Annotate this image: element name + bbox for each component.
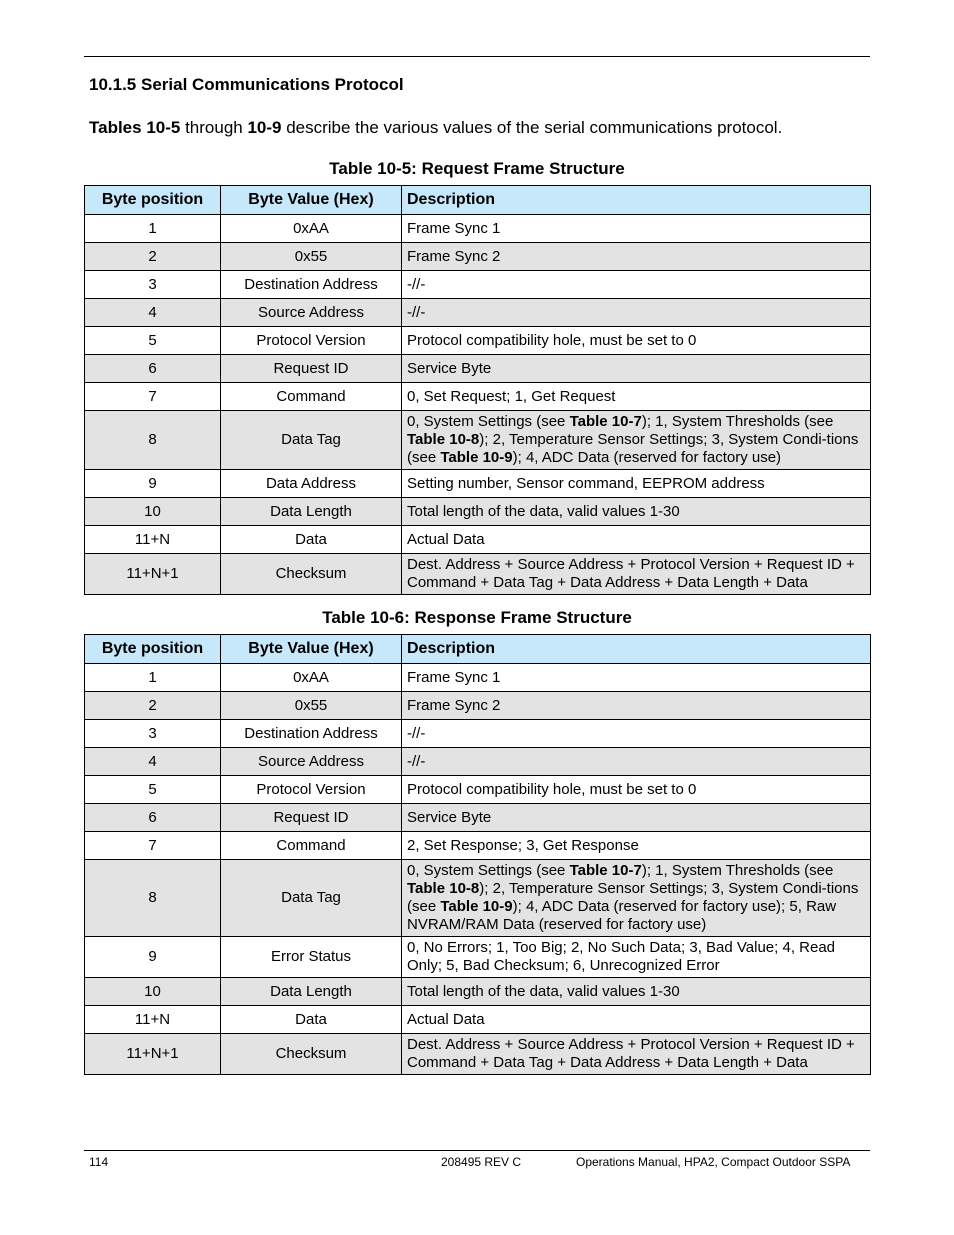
desc-text: ); 1, System Thresholds (see bbox=[641, 862, 834, 879]
cell-byte-value: Command bbox=[221, 383, 402, 411]
desc-text: ); 2, Temperature Sensor Settings; 3, System Condi-tions (see bbox=[407, 431, 859, 466]
cell-byte-value: Protocol Version bbox=[221, 327, 402, 355]
cell-byte-value: Data Tag bbox=[221, 860, 402, 937]
intro-ref-tables-10-5: Tables 10-5 bbox=[89, 118, 181, 137]
table-row bbox=[85, 327, 871, 355]
desc-text: ); 2, Temperature Sensor Settings; 3, System Condi-tions (see bbox=[407, 880, 859, 915]
cell-description bbox=[402, 860, 871, 937]
cell-byte-position: 7 bbox=[85, 383, 221, 411]
cell-byte-position: 7 bbox=[85, 832, 221, 860]
cell-byte-position: 11+N bbox=[85, 526, 221, 554]
desc-text: ); 4, ADC Data (reserved for factory use); 5, Raw NVRAM/RAM Data (reserved for factory use) bbox=[407, 898, 837, 933]
cell-byte-value: Data Tag bbox=[221, 411, 402, 470]
cell-description: Frame Sync 1 bbox=[402, 215, 871, 243]
cell-description: Service Byte bbox=[402, 804, 871, 832]
cell-description: Protocol compatibility hole, must be set to 0 bbox=[402, 327, 871, 355]
cell-byte-position: 2 bbox=[85, 243, 221, 271]
table-row bbox=[85, 411, 871, 470]
table-row bbox=[85, 978, 871, 1006]
cell-description: Dest. Address + Source Address + Protocol Version + Request ID + Command + Data Tag + Data Address + Data Length + Data bbox=[402, 1034, 871, 1075]
cell-description bbox=[402, 411, 871, 470]
section-title: 10.1.5 Serial Communications Protocol bbox=[89, 75, 404, 94]
table-row bbox=[85, 299, 871, 327]
cell-byte-value: Data Address bbox=[221, 470, 402, 498]
cell-byte-position: 2 bbox=[85, 692, 221, 720]
table-10-9-ref: Table 10-9 bbox=[440, 898, 513, 915]
cell-byte-value: Command bbox=[221, 832, 402, 860]
desc-text: ); 1, System Thresholds (see bbox=[641, 413, 834, 430]
cell-byte-value: Destination Address bbox=[221, 271, 402, 299]
cell-byte-position: 9 bbox=[85, 470, 221, 498]
cell-byte-value: 0xAA bbox=[221, 664, 402, 692]
cell-byte-position: 10 bbox=[85, 978, 221, 1006]
cell-description: Dest. Address + Source Address + Protocol Version + Request ID + Command + Data Tag + Data Address + Data Length + Data bbox=[402, 554, 871, 595]
header-byte-position: Byte position bbox=[85, 635, 221, 664]
cell-description: -//- bbox=[402, 720, 871, 748]
cell-byte-position: 1 bbox=[85, 664, 221, 692]
cell-byte-position: 5 bbox=[85, 327, 221, 355]
table-row bbox=[85, 554, 871, 595]
cell-description: 2, Set Response; 3, Get Response bbox=[402, 832, 871, 860]
cell-description: Frame Sync 1 bbox=[402, 664, 871, 692]
header-description: Description bbox=[402, 635, 871, 664]
table-row bbox=[85, 860, 871, 937]
cell-byte-position: 4 bbox=[85, 748, 221, 776]
cell-byte-position: 9 bbox=[85, 937, 221, 978]
cell-byte-position: 6 bbox=[85, 804, 221, 832]
table-row bbox=[85, 937, 871, 978]
cell-description: Total length of the data, valid values 1-30 bbox=[402, 978, 871, 1006]
table-row bbox=[85, 243, 871, 271]
request-frame-table bbox=[84, 185, 871, 595]
page-number: 114 bbox=[89, 1155, 109, 1169]
table-row bbox=[85, 1034, 871, 1075]
table-row bbox=[85, 383, 871, 411]
cell-byte-position: 11+N+1 bbox=[85, 1034, 221, 1075]
cell-byte-value: Source Address bbox=[221, 748, 402, 776]
desc-text: ); 4, ADC Data (reserved for factory use) bbox=[512, 449, 782, 466]
cell-byte-value: Checksum bbox=[221, 1034, 402, 1075]
table-row bbox=[85, 664, 871, 692]
header-rule bbox=[84, 56, 870, 57]
intro-text-rest: describe the various values of the serial communications protocol. bbox=[281, 118, 783, 137]
cell-byte-value: Source Address bbox=[221, 299, 402, 327]
header-byte-value: Byte Value (Hex) bbox=[221, 186, 402, 215]
table-row bbox=[85, 355, 871, 383]
cell-byte-value: Request ID bbox=[221, 355, 402, 383]
table-row bbox=[85, 498, 871, 526]
cell-byte-value: 0xAA bbox=[221, 215, 402, 243]
table-row bbox=[85, 271, 871, 299]
cell-byte-position: 1 bbox=[85, 215, 221, 243]
header-byte-value: Byte Value (Hex) bbox=[221, 635, 402, 664]
table-header-row bbox=[85, 635, 871, 664]
table-10-7-ref: Table 10-7 bbox=[569, 413, 642, 430]
cell-byte-position: 4 bbox=[85, 299, 221, 327]
cell-byte-position: 8 bbox=[85, 860, 221, 937]
cell-description: 0, Set Request; 1, Get Request bbox=[402, 383, 871, 411]
table-row bbox=[85, 804, 871, 832]
cell-byte-position: 3 bbox=[85, 271, 221, 299]
table-row bbox=[85, 832, 871, 860]
cell-description: Service Byte bbox=[402, 355, 871, 383]
table-10-7-ref: Table 10-7 bbox=[569, 862, 642, 879]
header-byte-position: Byte position bbox=[85, 186, 221, 215]
table-10-8-ref: Table 10-8 bbox=[407, 431, 480, 448]
cell-byte-value: Error Status bbox=[221, 937, 402, 978]
manual-title: Operations Manual, HPA2, Compact Outdoor SSPA bbox=[576, 1155, 851, 1169]
cell-description: -//- bbox=[402, 271, 871, 299]
table-10-8-ref: Table 10-8 bbox=[407, 880, 480, 897]
cell-byte-position: 6 bbox=[85, 355, 221, 383]
cell-description: Frame Sync 2 bbox=[402, 692, 871, 720]
cell-byte-value: Data Length bbox=[221, 498, 402, 526]
cell-byte-value: Checksum bbox=[221, 554, 402, 595]
cell-byte-position: 3 bbox=[85, 720, 221, 748]
table-row bbox=[85, 215, 871, 243]
table-row bbox=[85, 1006, 871, 1034]
table-header-row bbox=[85, 186, 871, 215]
cell-byte-position: 11+N+1 bbox=[85, 554, 221, 595]
cell-description: Frame Sync 2 bbox=[402, 243, 871, 271]
header-description: Description bbox=[402, 186, 871, 215]
intro-text-through: through bbox=[180, 118, 248, 137]
intro-paragraph bbox=[89, 118, 782, 138]
table-row bbox=[85, 692, 871, 720]
table-10-9-ref: Table 10-9 bbox=[440, 449, 513, 466]
table-10-6-caption: Table 10-6: Response Frame Structure bbox=[322, 608, 632, 627]
cell-byte-value: Destination Address bbox=[221, 720, 402, 748]
table-row bbox=[85, 526, 871, 554]
cell-description: -//- bbox=[402, 748, 871, 776]
cell-byte-value: 0x55 bbox=[221, 692, 402, 720]
table-10-5-caption: Table 10-5: Request Frame Structure bbox=[329, 159, 625, 178]
cell-byte-position: 8 bbox=[85, 411, 221, 470]
cell-byte-value: Protocol Version bbox=[221, 776, 402, 804]
cell-description: Actual Data bbox=[402, 1006, 871, 1034]
table-row bbox=[85, 720, 871, 748]
table-row bbox=[85, 776, 871, 804]
cell-byte-position: 11+N bbox=[85, 1006, 221, 1034]
table-row bbox=[85, 748, 871, 776]
desc-text: 0, System Settings (see bbox=[407, 862, 570, 879]
cell-description: Setting number, Sensor command, EEPROM address bbox=[402, 470, 871, 498]
cell-description: 0, No Errors; 1, Too Big; 2, No Such Data; 3, Bad Value; 4, Read Only; 5, Bad Checksum; 6, Unrecognized Error bbox=[402, 937, 871, 978]
cell-byte-position: 10 bbox=[85, 498, 221, 526]
cell-byte-value: Request ID bbox=[221, 804, 402, 832]
cell-byte-value: Data Length bbox=[221, 978, 402, 1006]
cell-byte-value: Data bbox=[221, 526, 402, 554]
document-revision: 208495 REV C bbox=[441, 1155, 522, 1169]
cell-description: Protocol compatibility hole, must be set to 0 bbox=[402, 776, 871, 804]
intro-ref-10-9: 10-9 bbox=[247, 118, 282, 137]
cell-description: Total length of the data, valid values 1-30 bbox=[402, 498, 871, 526]
cell-description: -//- bbox=[402, 299, 871, 327]
desc-text: 0, System Settings (see bbox=[407, 413, 570, 430]
cell-description: Actual Data bbox=[402, 526, 871, 554]
cell-byte-value: 0x55 bbox=[221, 243, 402, 271]
cell-byte-position: 5 bbox=[85, 776, 221, 804]
table-row bbox=[85, 470, 871, 498]
cell-byte-value: Data bbox=[221, 1006, 402, 1034]
footer-rule bbox=[84, 1150, 870, 1151]
response-frame-table bbox=[84, 634, 871, 1075]
